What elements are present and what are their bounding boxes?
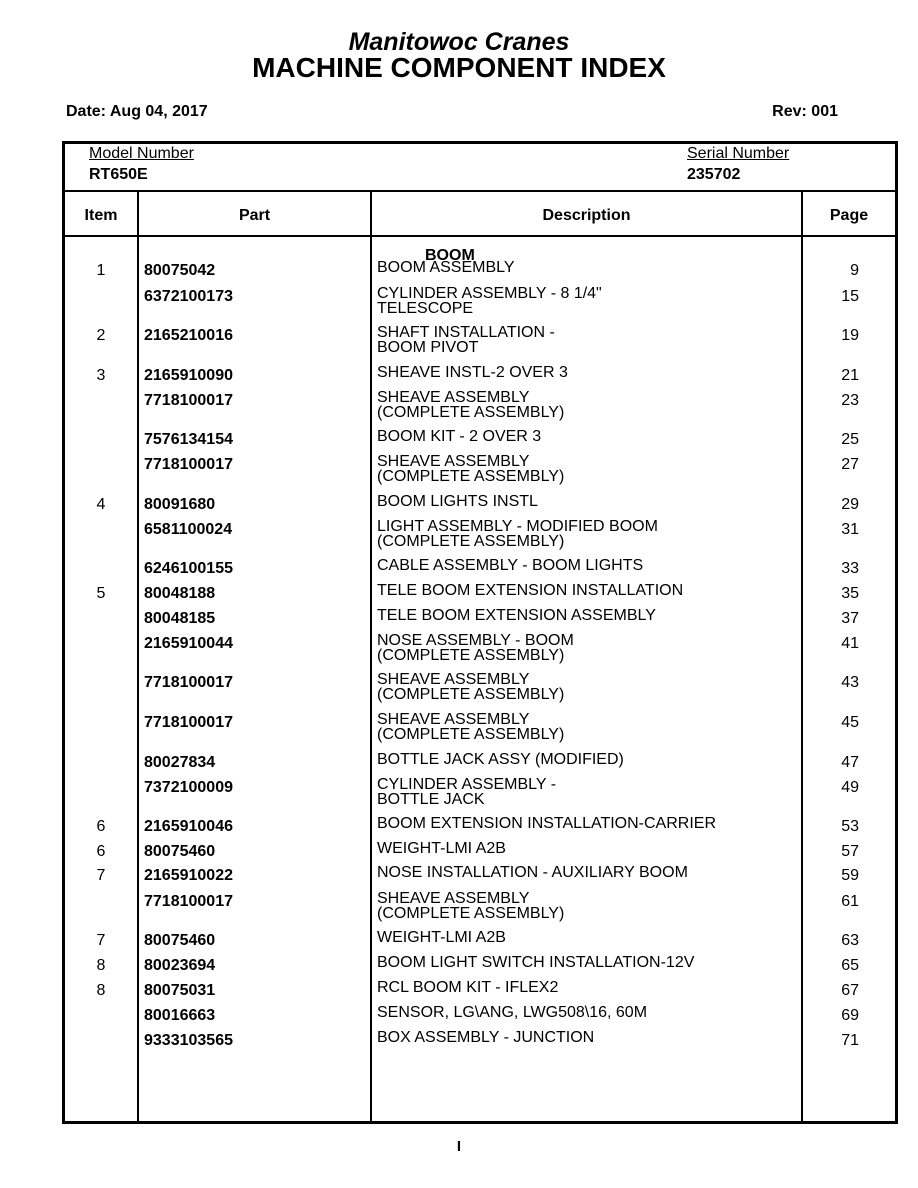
row-description-line: BOOM EXTENSION INSTALLATION-CARRIER [377, 815, 717, 832]
row-part-number: 2165910022 [144, 867, 233, 884]
row-description [377, 930, 797, 945]
row-description-line: BOOM LIGHT SWITCH INSTALLATION-12V [377, 954, 695, 971]
row-page: 25 [841, 431, 859, 448]
row-description [377, 891, 797, 921]
row-page: 9 [850, 262, 859, 279]
row-description [377, 260, 797, 275]
row-description-line: SHAFT INSTALLATION - [377, 324, 555, 341]
row-description [377, 454, 797, 484]
row-part-number: 2165910044 [144, 635, 233, 652]
row-description-line: (COMPLETE ASSEMBLY) [377, 647, 565, 664]
row-description [377, 712, 797, 742]
row-item: 2 [96, 327, 106, 344]
row-page: 15 [841, 288, 859, 305]
row-description [377, 1005, 797, 1020]
row-description-line: WEIGHT-LMI A2B [377, 840, 506, 857]
row-description-line: SHEAVE ASSEMBLY [377, 671, 530, 688]
model-number-label: Model Number [89, 145, 194, 162]
column-divider-description [801, 191, 803, 1121]
document-title: MACHINE COMPONENT INDEX [252, 52, 666, 83]
row-description-line: BOOM KIT - 2 OVER 3 [377, 428, 542, 445]
column-header-description: Description [542, 207, 631, 224]
row-description-line: BOOM PIVOT [377, 339, 479, 356]
row-description-line: SHEAVE ASSEMBLY [377, 711, 530, 728]
page-number: I [456, 1138, 462, 1155]
row-item: 8 [96, 957, 106, 974]
column-header-divider [65, 235, 895, 237]
row-page: 41 [841, 635, 859, 652]
row-description [377, 608, 797, 623]
row-part-number: 7576134154 [144, 431, 233, 448]
row-description [377, 752, 797, 767]
row-description [377, 325, 797, 355]
row-description-line: NOSE INSTALLATION - AUXILIARY BOOM [377, 864, 688, 881]
row-description-line: RCL BOOM KIT - IFLEX2 [377, 979, 559, 996]
row-part-number: 80023694 [144, 957, 216, 974]
row-description [377, 955, 797, 970]
row-part-number: 80075042 [144, 262, 216, 279]
serial-number-value: 235702 [687, 166, 741, 183]
row-description-line: TELESCOPE [377, 300, 474, 317]
row-item: 5 [96, 585, 106, 602]
row-description-line: TELE BOOM EXTENSION ASSEMBLY [377, 607, 656, 624]
section-title: BOOM [425, 247, 475, 264]
row-page: 23 [841, 392, 859, 409]
row-page: 35 [841, 585, 859, 602]
row-description [377, 633, 797, 663]
company-name: Manitowoc Cranes [348, 28, 570, 56]
row-description-line: CABLE ASSEMBLY - BOOM LIGHTS [377, 557, 644, 574]
row-description-line: WEIGHT-LMI A2B [377, 929, 506, 946]
row-page: 59 [841, 867, 859, 884]
component-table [62, 141, 898, 1124]
row-item: 4 [96, 496, 106, 513]
column-header-page: Page [829, 207, 869, 224]
row-description-line: BOTTLE JACK ASSY (MODIFIED) [377, 751, 624, 768]
row-part-number: 6372100173 [144, 288, 233, 305]
row-part-number: 80027834 [144, 754, 216, 771]
row-description-line: CYLINDER ASSEMBLY - [377, 776, 557, 793]
row-page: 67 [841, 982, 859, 999]
row-part-number: 7718100017 [144, 893, 233, 910]
row-description [377, 390, 797, 420]
row-description [377, 777, 797, 807]
row-part-number: 7718100017 [144, 392, 233, 409]
row-page: 53 [841, 818, 859, 835]
row-page: 57 [841, 843, 859, 860]
row-part-number: 7718100017 [144, 714, 233, 731]
row-page: 61 [841, 893, 859, 910]
row-page: 71 [841, 1032, 859, 1049]
row-description-line: BOOM ASSEMBLY [377, 259, 515, 276]
row-description-line: (COMPLETE ASSEMBLY) [377, 905, 565, 922]
row-description-line: (COMPLETE ASSEMBLY) [377, 468, 565, 485]
row-part-number: 80016663 [144, 1007, 216, 1024]
row-page: 31 [841, 521, 859, 538]
row-part-number: 2165210016 [144, 327, 233, 344]
row-description [377, 672, 797, 702]
row-description-line: TELE BOOM EXTENSION INSTALLATION [377, 582, 684, 599]
row-part-number: 7372100009 [144, 779, 233, 796]
row-item: 6 [96, 818, 106, 835]
row-item: 7 [96, 932, 106, 949]
row-part-number: 80048185 [144, 610, 216, 627]
row-page: 21 [841, 367, 859, 384]
row-description-line: BOX ASSEMBLY - JUNCTION [377, 1029, 595, 1046]
header-divider [65, 190, 895, 192]
row-description-line: (COMPLETE ASSEMBLY) [377, 533, 565, 550]
row-part-number: 7718100017 [144, 674, 233, 691]
row-part-number: 80075031 [144, 982, 216, 999]
row-description-line: LIGHT ASSEMBLY - MODIFIED BOOM [377, 518, 658, 535]
row-item: 8 [96, 982, 106, 999]
row-part-number: 7718100017 [144, 456, 233, 473]
row-part-number: 2165910046 [144, 818, 233, 835]
row-description-line: (COMPLETE ASSEMBLY) [377, 726, 565, 743]
row-page: 47 [841, 754, 859, 771]
row-page: 27 [841, 456, 859, 473]
row-part-number: 9333103565 [144, 1032, 233, 1049]
row-description-line: CYLINDER ASSEMBLY - 8 1/4" [377, 285, 602, 302]
row-part-number: 80075460 [144, 932, 216, 949]
row-description [377, 1030, 797, 1045]
row-part-number: 2165910090 [144, 367, 233, 384]
row-page: 45 [841, 714, 859, 731]
serial-number-label: Serial Number [687, 145, 790, 162]
row-description [377, 429, 797, 444]
row-description-line: SHEAVE ASSEMBLY [377, 389, 530, 406]
row-description [377, 865, 797, 880]
row-part-number: 80075460 [144, 843, 216, 860]
row-description-line: BOTTLE JACK [377, 791, 485, 808]
row-page: 19 [841, 327, 859, 344]
row-part-number: 80048188 [144, 585, 216, 602]
row-description [377, 816, 797, 831]
column-header-item: Item [84, 207, 118, 224]
row-description-line: (COMPLETE ASSEMBLY) [377, 404, 565, 421]
row-page: 43 [841, 674, 859, 691]
row-page: 29 [841, 496, 859, 513]
row-description-line: NOSE ASSEMBLY - BOOM [377, 632, 574, 649]
row-description [377, 558, 797, 573]
row-page: 65 [841, 957, 859, 974]
row-item: 3 [96, 367, 106, 384]
row-description-line: SHEAVE INSTL-2 OVER 3 [377, 364, 568, 381]
document-revision: Rev: 001 [772, 103, 838, 120]
document-date: Date: Aug 04, 2017 [66, 103, 208, 120]
row-description [377, 980, 797, 995]
column-divider-part [370, 191, 372, 1121]
row-part-number: 6581100024 [144, 521, 233, 538]
row-description-line: SHEAVE ASSEMBLY [377, 890, 530, 907]
column-header-part: Part [238, 207, 271, 224]
row-page: 49 [841, 779, 859, 796]
row-description [377, 519, 797, 549]
row-description [377, 286, 797, 316]
row-item: 6 [96, 843, 106, 860]
model-number-value: RT650E [89, 166, 148, 183]
column-divider-item [137, 191, 139, 1121]
row-part-number: 6246100155 [144, 560, 233, 577]
row-description [377, 841, 797, 856]
row-description [377, 583, 797, 598]
row-description-line: BOOM LIGHTS INSTL [377, 493, 538, 510]
row-item: 7 [96, 867, 106, 884]
row-description-line: SENSOR, LG\ANG, LWG508\16, 60M [377, 1004, 648, 1021]
row-page: 33 [841, 560, 859, 577]
row-page: 69 [841, 1007, 859, 1024]
row-description-line: (COMPLETE ASSEMBLY) [377, 686, 565, 703]
row-page: 37 [841, 610, 859, 627]
row-part-number: 80091680 [144, 496, 216, 513]
row-page: 63 [841, 932, 859, 949]
row-description [377, 494, 797, 509]
row-description [377, 365, 797, 380]
row-item: 1 [96, 262, 106, 279]
row-description-line: SHEAVE ASSEMBLY [377, 453, 530, 470]
